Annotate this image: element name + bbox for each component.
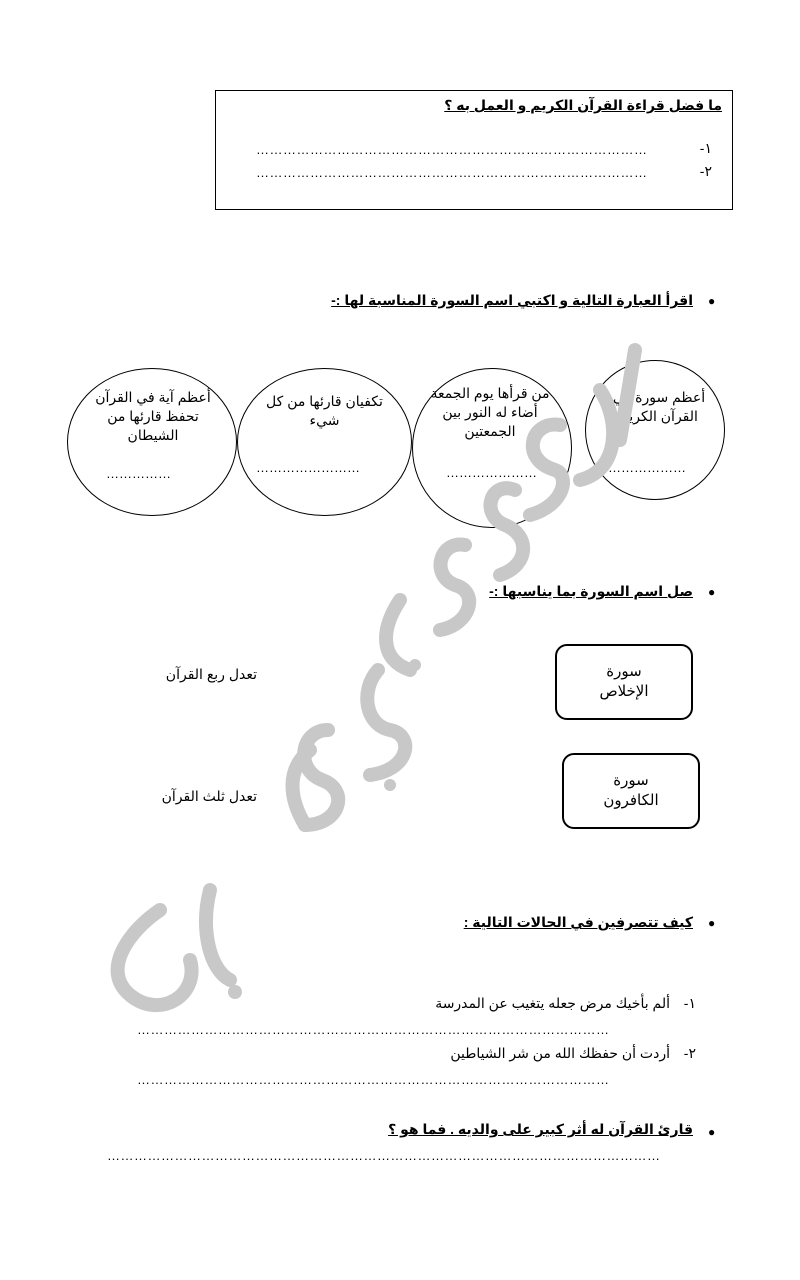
question-2-title: اقرأ العبارة التالية و اكتبي اسم السورة المناسبة لها :-: [331, 292, 693, 308]
question-5-title: قارئ القرآن له أثر كبير على والديه . فما هو ؟: [388, 1121, 693, 1137]
circle-3: [237, 368, 412, 516]
surah-box-2-line2: الكافرون: [603, 792, 659, 809]
circle-4-answer-line[interactable]: ……………: [106, 466, 171, 481]
question-4-title: كيف تتصرفين في الحالات التالية :: [463, 914, 693, 930]
situation-1-answer-line[interactable]: ……………………………………………………………………………………………: [137, 1022, 610, 1037]
bullet-icon: ●: [708, 585, 716, 599]
situation-2-answer-line[interactable]: ……………………………………………………………………………………………: [137, 1072, 610, 1087]
situation-1-text: ألم بأخيك مرض جعله يتغيب عن المدرسة: [435, 995, 670, 1011]
circle-3-answer-line[interactable]: ……………………: [256, 460, 360, 475]
circle-4-text: أعظم آية في القرآن تحفظ قارئها من الشيطان: [95, 389, 211, 443]
match-answer-2[interactable]: تعدل ثلث القرآن: [161, 788, 257, 804]
circle-1-answer-line[interactable]: …………………: [595, 460, 686, 475]
question-3-title: صل اسم السورة بما يناسبها :-: [489, 583, 693, 599]
bullet-icon: ●: [708, 1125, 716, 1139]
situation-2-number: ٢-: [683, 1045, 696, 1061]
question-1-title: ما فضل قراءة القرآن الكريم و العمل به ؟: [444, 97, 722, 113]
question-5-answer-line[interactable]: ……………………………………………………………………………………………………………: [107, 1148, 661, 1163]
situation-1-number: ١-: [683, 995, 696, 1011]
bullet-icon: ●: [708, 916, 716, 930]
surah-box-1-line2: الإخلاص: [599, 683, 649, 700]
answer-1-number: ١-: [699, 140, 712, 156]
circle-3-text: تكفيان قارئها من كل شيء: [266, 393, 383, 428]
bullet-icon: ●: [708, 294, 716, 308]
surah-box-1[interactable]: [555, 644, 693, 720]
circle-1-text: أعظم سورة في القرآن الكريم: [612, 389, 706, 424]
surah-box-1-line1: سورة: [606, 663, 642, 680]
answer-2-line[interactable]: ……………………………………………………………………………: [256, 165, 648, 180]
answer-1-line[interactable]: ……………………………………………………………………………: [256, 142, 648, 157]
answer-2-number: ٢-: [699, 163, 712, 179]
circle-1: [585, 360, 725, 500]
surah-box-2-line1: سورة: [613, 772, 649, 789]
situation-2-text: أردت أن حفظك الله من شر الشياطين: [450, 1045, 670, 1061]
surah-box-2[interactable]: [562, 753, 700, 829]
match-answer-1[interactable]: تعدل ربع القرآن: [165, 666, 257, 682]
circle-2-text: من قرأها يوم الجمعة أضاء له النور بين الجمعتين: [430, 385, 550, 439]
circle-2-answer-line[interactable]: …………………: [446, 465, 537, 480]
